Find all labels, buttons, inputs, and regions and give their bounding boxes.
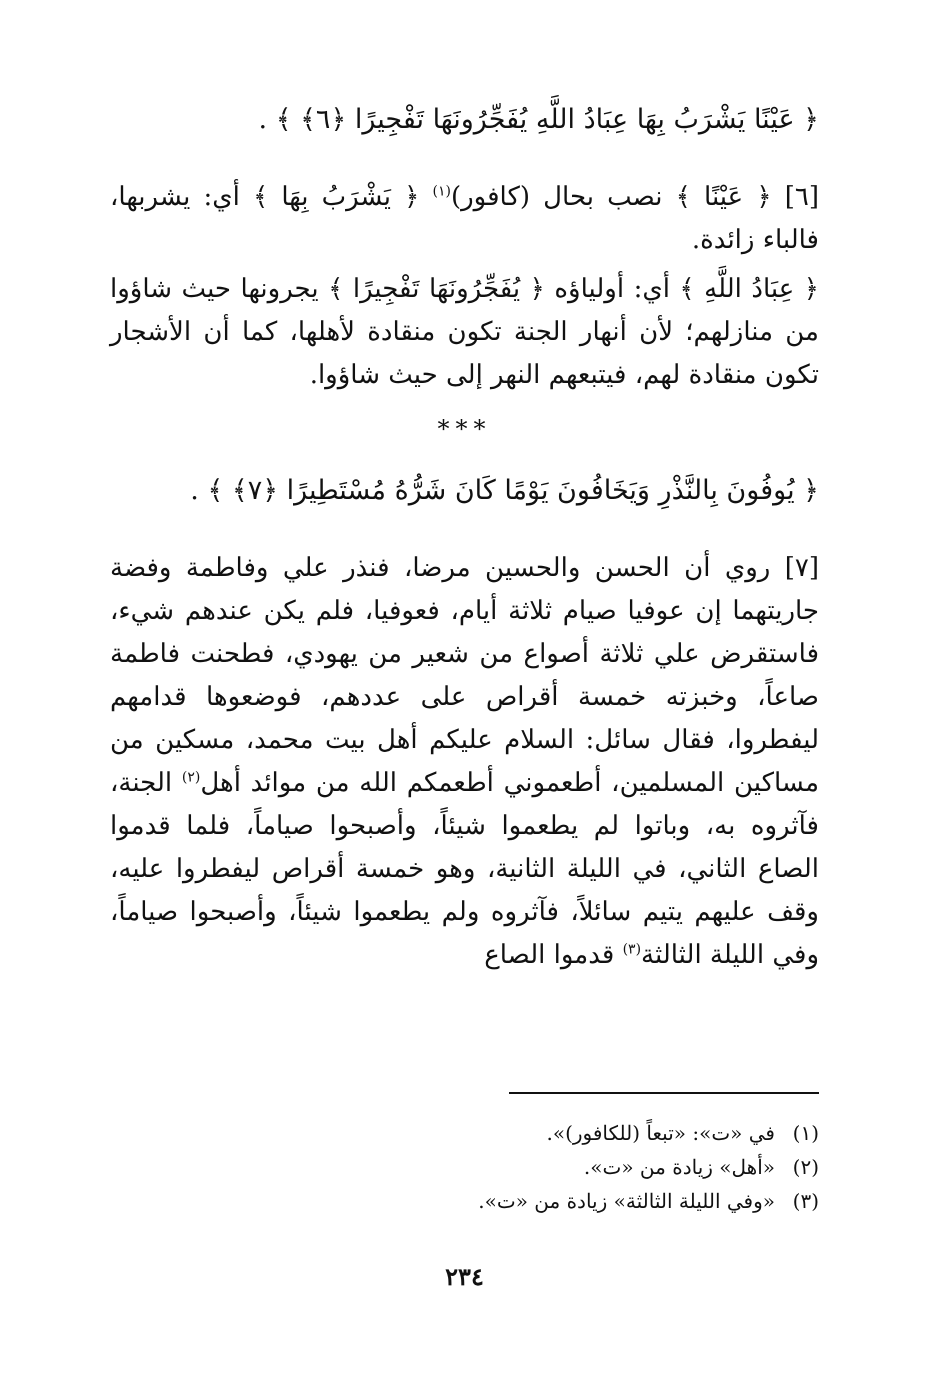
quran-verse-6: ﴿ عَيْنًا يَشْرَبُ بِهَا عِبَادُ اللَّهِ يُفَجِّرُونَهَا تَفْجِيرًا ﴿٦﴾ ﴾ . (258, 104, 819, 135)
text-segment: الجنة، فآثروه به، وباتوا لم يطعموا شيئاً، وأصبحوا صياماً، فلما قدموا الصاع الثاني، في الليلة الثانية، وهو خمسة أقراص ليفطروا عليه، وقف عليهم يتيم سائلاً، فآثروه ولم يطعموا شيئاً، وأصبحوا صياماً، وفي الليلة الثالثة (110, 768, 819, 970)
footnote-text: «وفي الليلة الثالثة» زيادة من «ت». (478, 1189, 775, 1213)
text-segment: ﴿ يَشْرَبُ بِهَا ﴾ أي: يشربها، فالباء زائدة. (110, 182, 819, 255)
footnote-ref-1: (١) (432, 183, 451, 200)
footnote-text: «أهل» زيادة من «ت». (583, 1155, 775, 1179)
footnote-number: (٣) (792, 1189, 819, 1213)
footnote-item (110, 1116, 819, 1150)
text-segment: [٧] روي أن الحسن والحسين مرضا، فنذر علي وفاطمة وفضة جاريتهما إن عوفيا صيام ثلاثة أيام، فعوفيا، فلم يكن عندهم شيء، فاستقرض علي ثلاثة أصواع من شعير من يهودي، فطحنت فاطمة صاعاً، وخبزته خمسة أقراص على عددهم، فوضعوها قدامهم ليفطروا، فقال سائل: السلام عليكم أهل بيت محمد، مسكين من مساكين المسلمين، أطعموني أطعمكم الله من موائد أهل (110, 553, 820, 798)
commentary-ibad-allah: ﴿ عِبَادُ اللَّهِ ﴾ أي: أولياؤه ﴿ يُفَجِّرُونَهَا تَفْجِيرًا ﴾ يجرونها حيث شاؤوا من منازلهم؛ لأن أنهار الجنة تكون منقادة لأهلها، كما أن الأشجار تكون منقادة لهم، فيتبعهم النهر إلى حيث شاؤوا. (110, 274, 819, 390)
text-segment: [٦] ﴿ عَيْنًا ﴾ نصب بحال (كافور) (450, 182, 819, 212)
text-segment: قدموا الصاع (484, 940, 623, 970)
footnote-divider (509, 1092, 819, 1094)
page-body (110, 100, 819, 995)
quran-verse-7: ﴿ يُوفُونَ بِالنَّذْرِ وَيَخَافُونَ يَوْمًا كَانَ شَرُّهُ مُسْتَطِيرًا ﴿٧﴾ ﴾ . (190, 475, 819, 506)
footnote-ref-2: (٢) (181, 769, 201, 786)
footnote-text: في «ت»: «تبعاً (للكافور)». (546, 1121, 775, 1145)
footnote-item (110, 1150, 819, 1184)
footnotes (110, 1116, 819, 1218)
footnote-ref-3: (٣) (622, 941, 642, 958)
commentary-verse-6 (110, 176, 819, 262)
footnote-number: (٢) (792, 1155, 819, 1179)
page-number: ٢٣٤ (445, 1262, 484, 1291)
section-separator: *** (437, 415, 492, 443)
footnote-item (110, 1184, 819, 1218)
footnote-number: (١) (792, 1121, 819, 1145)
commentary-verse-7 (110, 547, 819, 977)
